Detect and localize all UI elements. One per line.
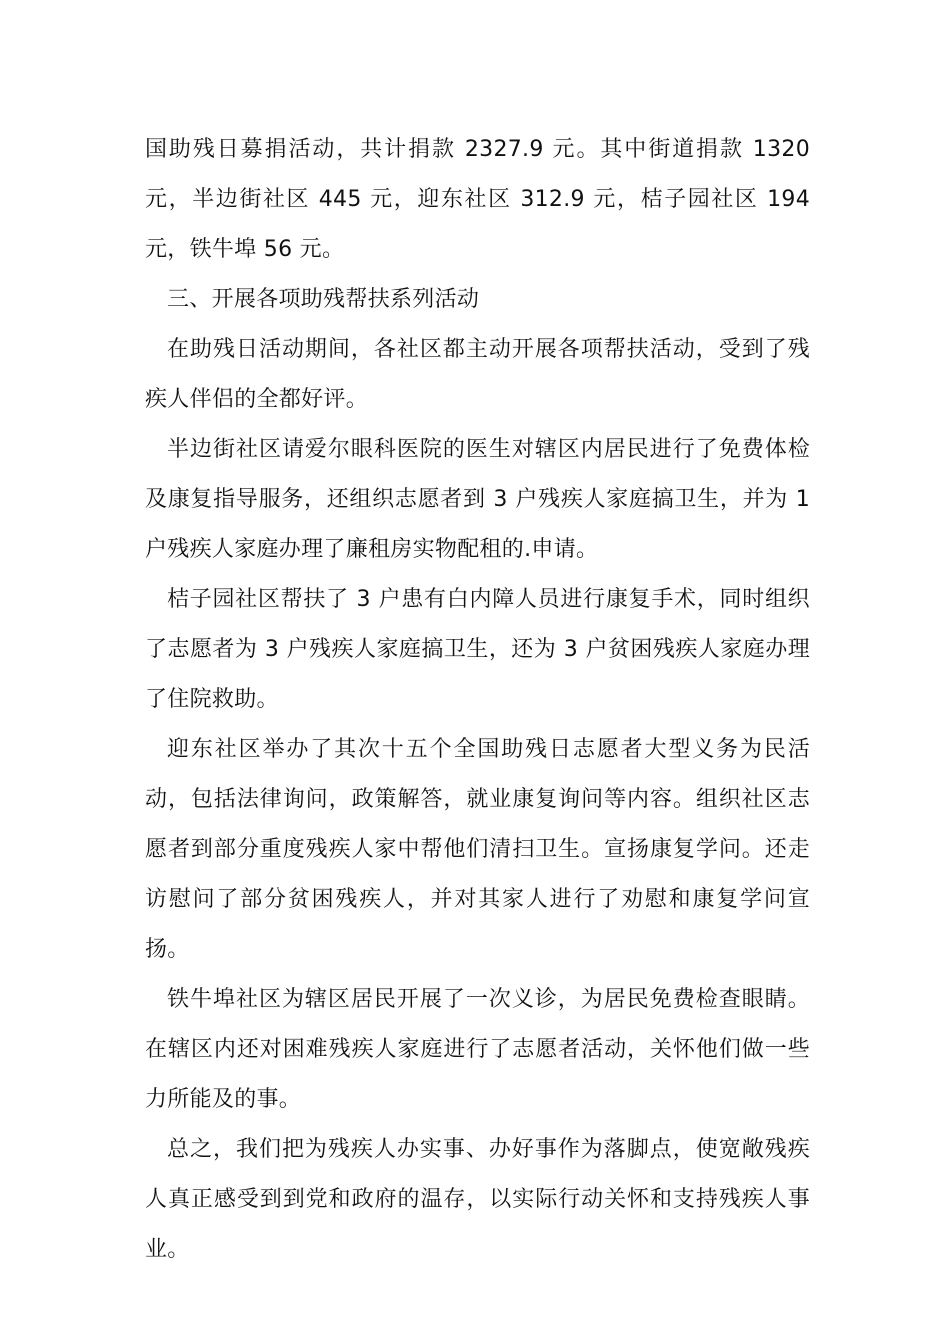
paragraph-banbianjie: 半边街社区请爱尔眼科医院的医生对辖区内居民进行了免费体检及康复指导服务，还组织志愿者到 3 户残疾人家庭搞卫生，并为 1 户残疾人家庭办理了廉租房实物配租的.申请。 (145, 437, 810, 562)
paragraph-activities-intro: 在助残日活动期间，各社区都主动开展各项帮扶活动，受到了残疾人伴侣的全都好评。 (145, 337, 810, 412)
paragraph-conclusion: 总之，我们把为残疾人办实事、办好事作为落脚点，使宽敞残疾人真正感受到到党和政府的温存，以实际行动关怀和支持残疾人事业。 (145, 1137, 810, 1262)
paragraph-tieniubu: 铁牛埠社区为辖区居民开展了一次义诊，为居民免费检查眼睛。在辖区内还对困难残疾人家庭进行了志愿者活动，关怀他们做一些力所能及的事。 (145, 987, 810, 1112)
paragraph-donation-summary: 国助残日募捐活动，共计捐款 2327.9 元。其中街道捐款 1320 元，半边街社区 445 元，迎东社区 312.9 元，桔子园社区 194 元，铁牛埠 56 元。 (145, 137, 810, 262)
paragraph-yingdong: 迎东社区举办了其次十五个全国助残日志愿者大型义务为民活动，包括法律询问，政策解答，就业康复询问等内容。组织社区志愿者到部分重度残疾人家中帮他们清扫卫生。宣扬康复学问。还走访慰问了部分贫困残疾人，并对其家人进行了劝慰和康复学问宣扬。 (145, 737, 810, 962)
document-body (145, 125, 810, 1275)
section-heading-three: 三、开展各项助残帮扶系列活动 (167, 287, 480, 312)
paragraph-juziyuan: 桔子园社区帮扶了 3 户患有白内障人员进行康复手术，同时组织了志愿者为 3 户残疾人家庭搞卫生，还为 3 户贫困残疾人家庭办理了住院救助。 (145, 587, 810, 712)
